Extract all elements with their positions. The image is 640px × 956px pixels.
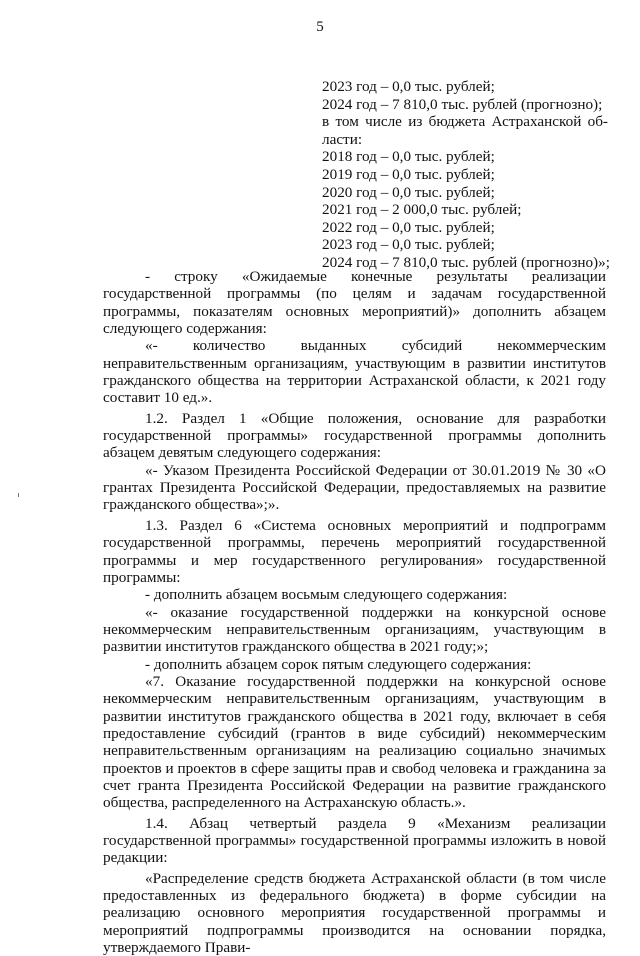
paragraph: «- оказание государственной поддержки на конкурсной основе некоммерческим неправительственным организациям, участвующим в развитии институтов гражданского общества в 2021 году;»;	[103, 603, 606, 656]
budget-list	[322, 78, 608, 272]
budget-line: 2018 год – 0,0 тыс. рублей;	[322, 148, 495, 166]
paragraph: 1.4. Абзац четвертый раздела 9 «Механизм реализации государственной программы» государственной программы изложить в новой редакции:	[103, 814, 606, 867]
budget-line: 2024 год – 7 810,0 тыс. рублей (прогнозно)»;	[322, 253, 610, 271]
budget-line: 2022 год – 0,0 тыс. рублей;	[322, 218, 495, 236]
budget-line: 2024 год – 7 810,0 тыс. рублей (прогнозно);	[322, 95, 603, 113]
paragraph: 1.3. Раздел 6 «Система основных мероприятий и подпрограмм государственной программы, перечень мероприятий государственной программы и мер государственного регулирования» государственной программы:	[103, 516, 606, 586]
budget-line: в том числе из бюджета Астраханской об-	[322, 113, 608, 131]
paragraph: «Распределение средств бюджета Астраханской области (в том числе предоставленных из федерального бюджета) в форме субсидии на реализацию основного мероприятия государственной программы и мероприятий подпрограммы производится на основании порядка, утверждаемого Прави-	[103, 869, 606, 956]
budget-line: 2023 год – 0,0 тыс. рублей;	[322, 78, 495, 95]
paragraph: «- количество выданных субсидий некоммерческим неправительственным организациям, участвующим в развитии институтов гражданского общества на территории Астраханской области, к 2021 году составит 10 ед.».	[103, 337, 606, 407]
paragraph: 1.2. Раздел 1 «Общие положения, основание для разработки государственной программы» государственной программы дополнить абзацем девятым следующего содержания:	[103, 409, 606, 462]
paragraph: «- Указом Президента Российской Федерации от 30.01.2019 № 30 «О грантах Президента Российской Федерации, предоставляемых на развитие гражданского общества»;».	[103, 461, 606, 514]
margin-mark	[18, 493, 19, 497]
page-number: 5	[316, 19, 324, 35]
budget-line: 2020 год – 0,0 тыс. рублей;	[322, 183, 495, 201]
budget-line: 2019 год – 0,0 тыс. рублей;	[322, 165, 495, 183]
paragraph: - строку «Ожидаемые конечные результаты реализации государственной программы (по целям и задачам государственной программы, показателям основных мероприятий)» дополнить абзацем следующего содержания:	[103, 268, 606, 338]
paragraph: - дополнить абзацем восьмым следующего содержания:	[145, 586, 508, 604]
document-body	[103, 268, 606, 956]
paragraph: «7. Оказание государственной поддержки на конкурсной основе некоммерческим неправительственным организациям, участвующим в развитии институтов гражданского общества в 2021 году, включает в себя предоставление субсидий (грантов в виде субсидий) некоммерческим неправительственным организациям на реализацию социально значимых проектов и проектов в сфере защиты прав и свобод человека и гражданина за счет гранта Президента Российской Федерации на развитие гражданского общества, распределенного на Астраханскую область.».	[103, 672, 606, 812]
budget-line: 2023 год – 0,0 тыс. рублей;	[322, 236, 495, 254]
paragraph: - дополнить абзацем сорок пятым следующего содержания:	[145, 655, 532, 673]
budget-line: 2021 год – 2 000,0 тыс. рублей;	[322, 201, 522, 219]
budget-line: ласти:	[322, 130, 363, 148]
